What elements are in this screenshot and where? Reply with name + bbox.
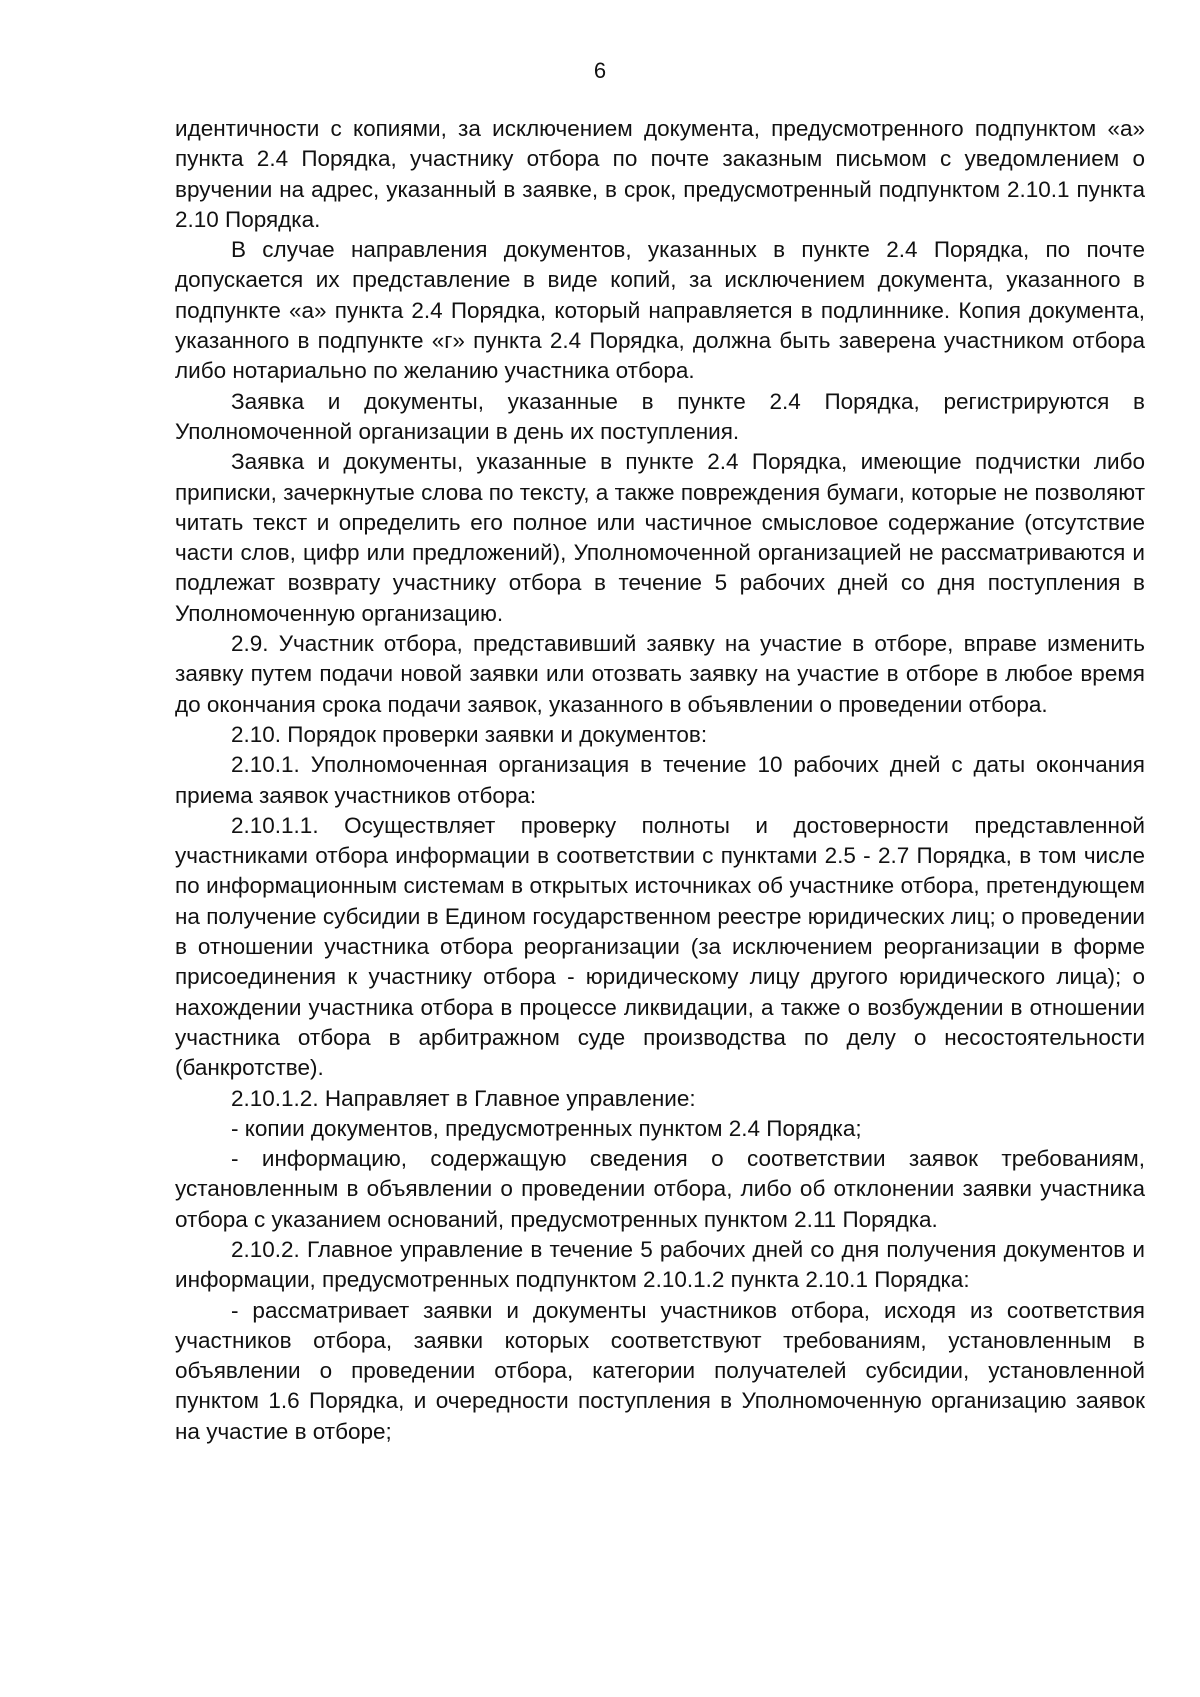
paragraph-clause-2-10-1-1: 2.10.1.1. Осуществляет проверку полноты и достоверности представленной участниками отбора информации в соответствии с пунктами 2.5 - 2.7 Порядка, в том числе по информационным системам в открытых источниках об участнике отбора, претендующем на получение субсидии в Едином государственном реестре юридических лиц; о проведении в отношении участника отбора реорганизации (за исключением реорганизации в форме присоединения к участнику отбора - юридическому лицу другого юридического лица); о нахождении участника отбора в процессе ликвидации, а также о возбуждении в отношении участника отбора в арбитражном суде производства по делу о несостоятельности (банкротстве).: [175, 812, 1145, 1081]
paragraph-clause-2-10-1-2: 2.10.1.2. Направляет в Главное управление:: [231, 1085, 696, 1111]
paragraph: Заявка и документы, указанные в пункте 2.4 Порядка, имеющие подчистки либо приписки, зачеркнутые слова по тексту, а также повреждения бумаги, которые не позволяют читать текст и определить его полное или частичное смысловое содержание (отсутствие части слов, цифр или предложений), Уполномоченной организацией не рассматриваются и подлежат возврату участнику отбора в течение 5 рабочих дней со дня поступления в Уполномоченную организацию.: [175, 449, 1145, 626]
paragraph: Заявка и документы, указанные в пункте 2.4 Порядка, регистрируются в Уполномоченной организации в день их поступления.: [175, 388, 1145, 444]
paragraph-clause-2-9: 2.9. Участник отбора, представивший заявку на участие в отборе, вправе изменить заявку путем подачи новой заявки или отозвать заявку на участие в отборе в любое время до окончания срока подачи заявок, указанного в объявлении о проведении отбора.: [175, 631, 1145, 717]
paragraph-clause-2-10-1: 2.10.1. Уполномоченная организация в течение 10 рабочих дней с даты окончания приема заявок участников отбора:: [175, 752, 1145, 808]
page-number: 6: [593, 58, 607, 83]
paragraph-clause-2-10-2: 2.10.2. Главное управление в течение 5 рабочих дней со дня получения документов и информации, предусмотренных подпунктом 2.10.1.2 пункта 2.10.1 Порядка:: [175, 1236, 1145, 1293]
paragraph-clause-2-10: 2.10. Порядок проверки заявки и документов:: [231, 721, 708, 747]
paragraph: идентичности с копиями, за исключением документа, предусмотренного подпунктом «а» пункта 2.4 Порядка, участнику отбора по почте заказным письмом с уведомлением о вручении на адрес, указанный в заявке, в срок, предусмотренный подпунктом 2.10.1 пункта 2.10 Порядка.: [175, 116, 1145, 232]
list-item: - копии документов, предусмотренных пунктом 2.4 Порядка;: [231, 1115, 862, 1141]
list-item: - информацию, содержащую сведения о соответствии заявок требованиям, установленным в объявлении о проведении отбора, либо об отклонении заявки участника отбора с указанием оснований, предусмотренных пунктом 2.11 Порядка.: [175, 1146, 1145, 1232]
list-item: - рассматривает заявки и документы участников отбора, исходя из соответствия участников отбора, заявки которых соответствуют требованиям, установленным в объявлении о проведении отбора, категории получателей субсидии, установленной пунктом 1.6 Порядка, и очередности поступления в Уполномоченную организацию заявок на участие в отборе;: [175, 1297, 1145, 1444]
document-body: [175, 114, 1145, 1447]
paragraph: В случае направления документов, указанных в пункте 2.4 Порядка, по почте допускается их представление в виде копий, за исключением документа, указанного в подпункте «а» пункта 2.4 Порядка, который направляется в подлиннике. Копия документа, указанного в подпункте «г» пункта 2.4 Порядка, должна быть заверена участником отбора либо нотариально по желанию участника отбора.: [175, 237, 1145, 384]
